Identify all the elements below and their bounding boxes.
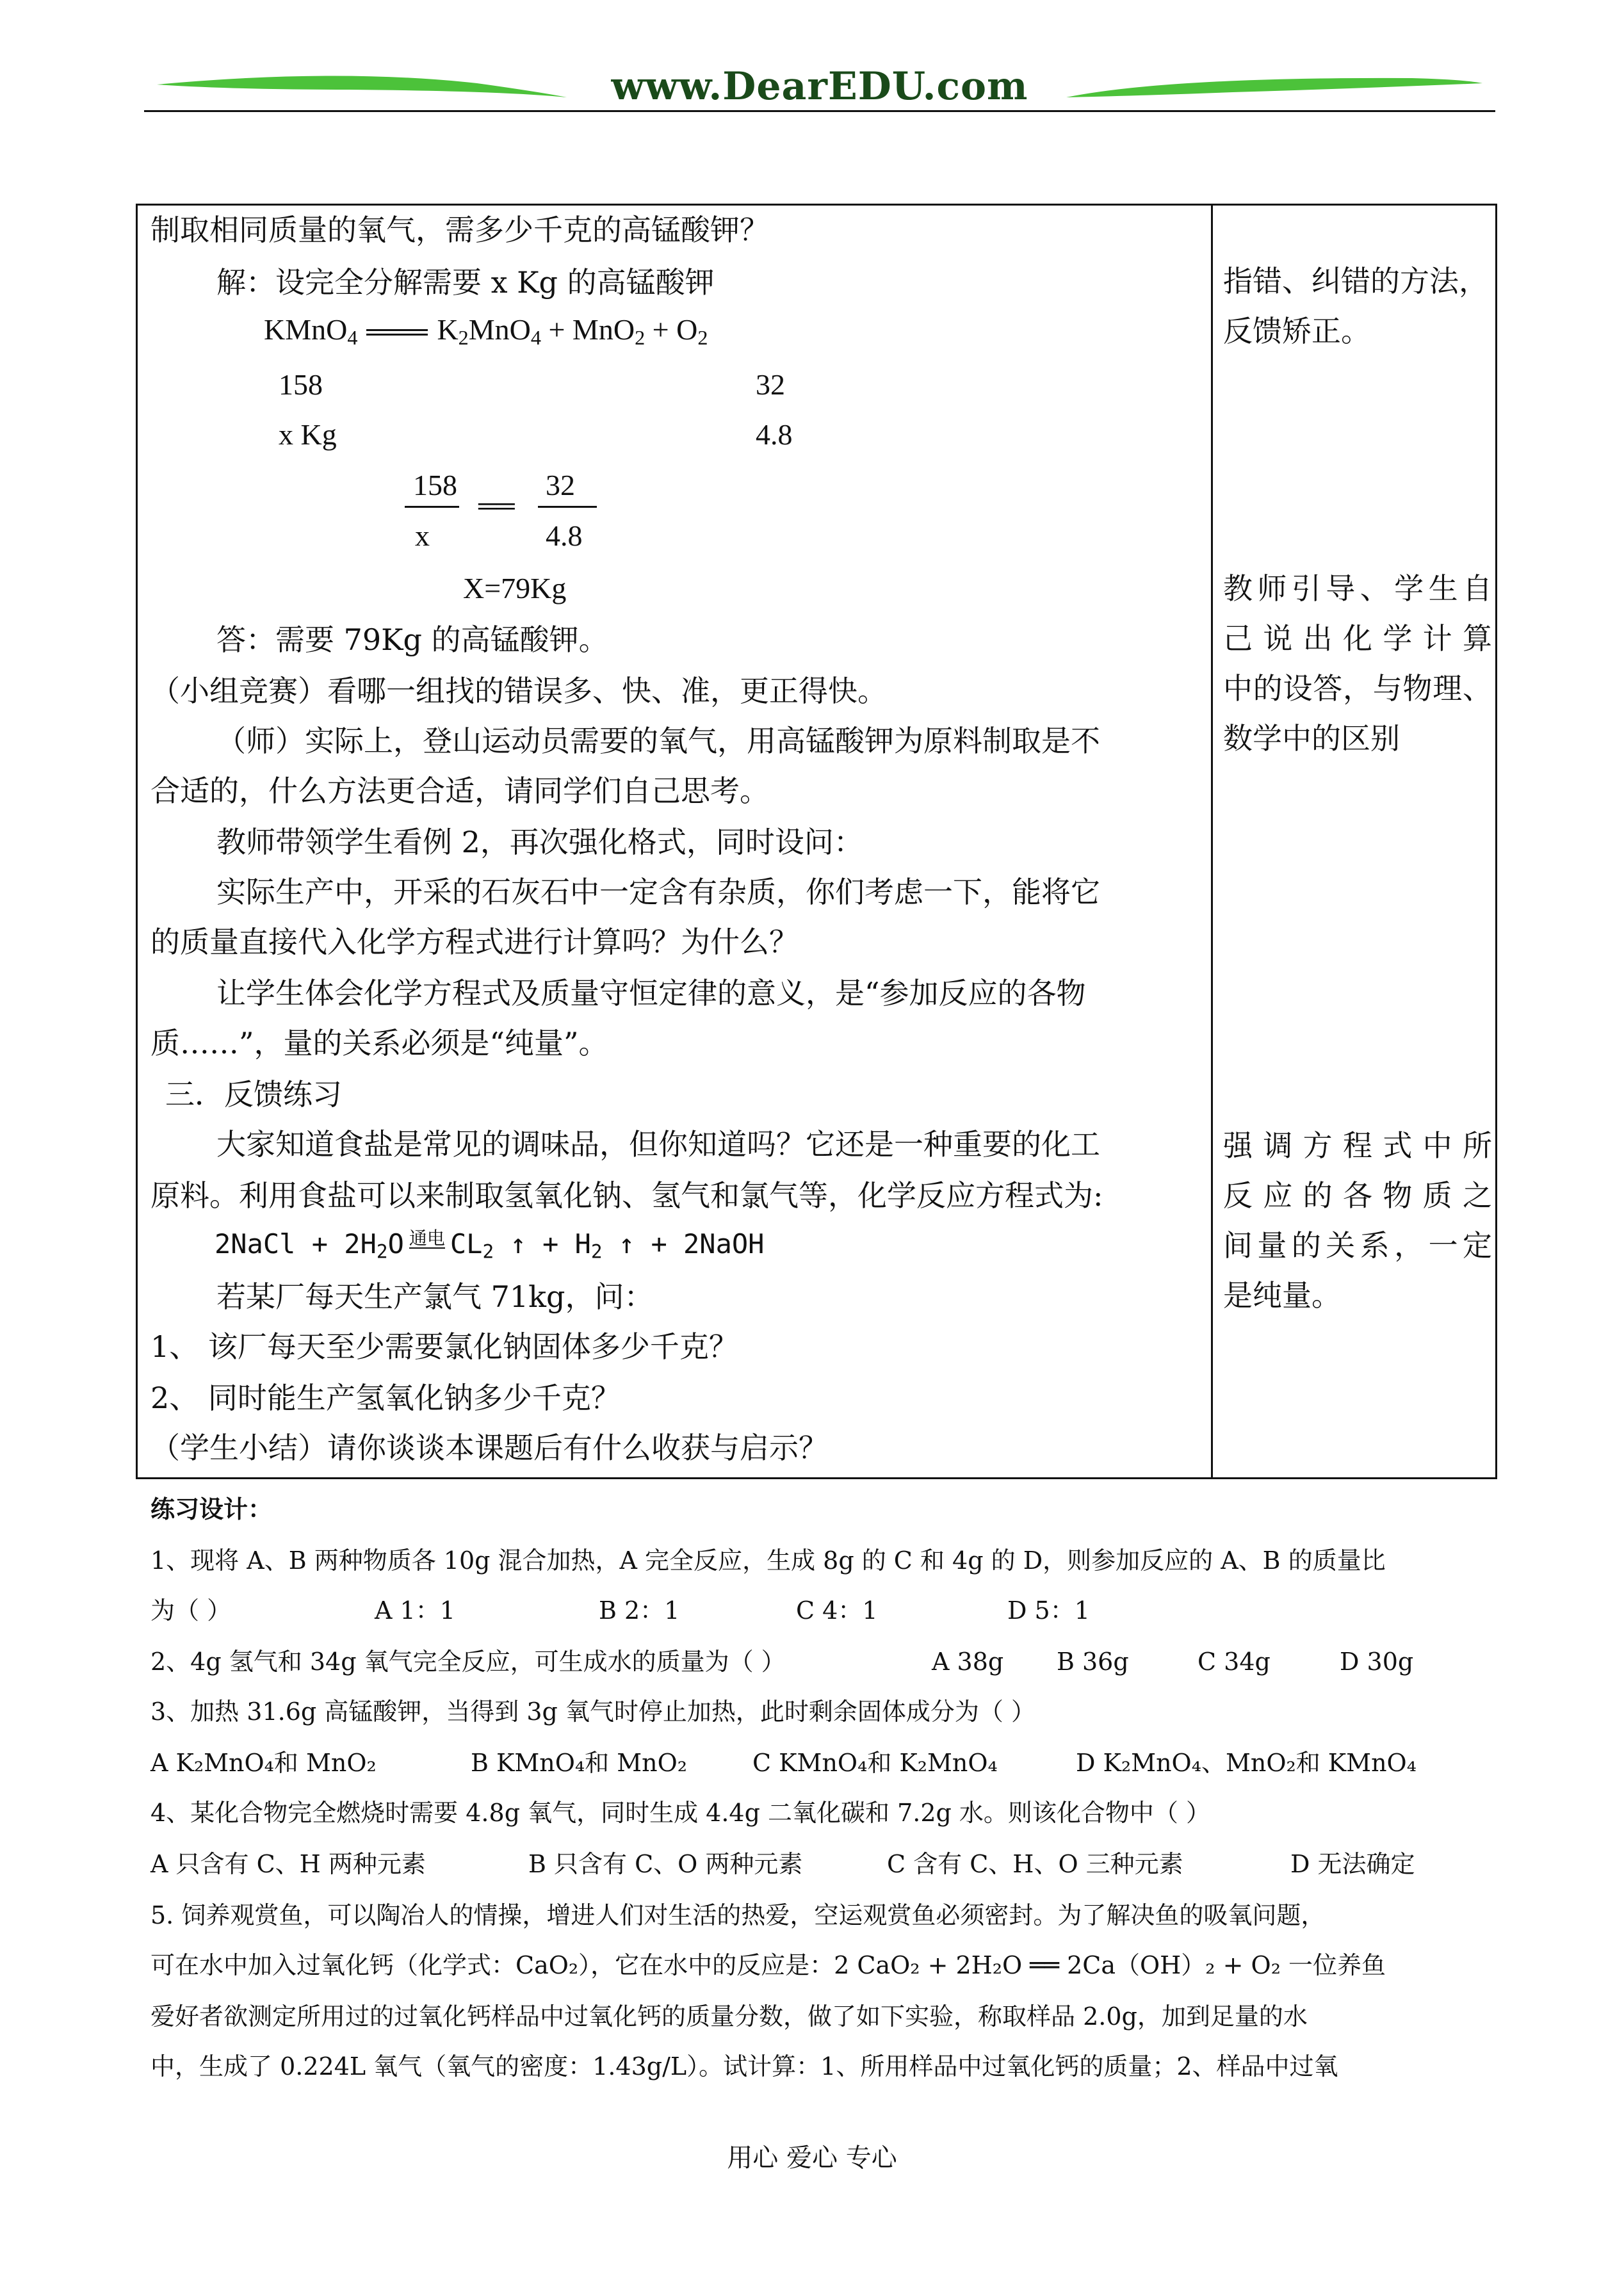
option-1a: A 1：1 bbox=[375, 1596, 455, 1625]
result-x: X=79Kg bbox=[463, 572, 567, 604]
header-banner bbox=[144, 64, 1495, 122]
option-3a: A K₂MnO₄和 MnO₂ bbox=[150, 1749, 377, 1777]
exercise-5c: 爱好者欲测定所用过的过氧化钙样品中过氧化钙的质量分数，做了如下实验，称取样品 2.0g，加到足量的水 bbox=[150, 2002, 1308, 2031]
ask-1: 1、 该厂每天至少需要氯化钠固体多少千克？ bbox=[150, 1329, 738, 1364]
page-footer: 用心 爱心 专心 bbox=[727, 2143, 897, 2173]
fraction-numerator-32: 32 bbox=[546, 469, 575, 501]
reaction-condition: 通电 bbox=[409, 1228, 445, 1249]
column-divider bbox=[1211, 206, 1213, 1477]
unknown-x-kg: x Kg bbox=[279, 418, 337, 451]
fraction-bar bbox=[405, 506, 459, 508]
option-3b: B KMnO₄和 MnO₂ bbox=[471, 1749, 688, 1777]
exercise-5b: 可在水中加入过氧化钙（化学式：CaO₂），它在水中的反应是：2 CaO₂ + 2H₂O ══ 2Ca（OH）₂ + O₂ 一位养鱼 bbox=[150, 1951, 1386, 1979]
question-line: 制取相同质量的氧气，需多少千克的高锰酸钾？ bbox=[150, 213, 769, 247]
fraction-denominator-4-8: 4.8 bbox=[546, 519, 583, 552]
equation-kmno4: KMnO$_4$ $K_2MnO_4 + MnO_2 + O_2$ bbox=[264, 313, 708, 350]
mass-4-8: 4.8 bbox=[756, 418, 793, 451]
option-2b: B 36g bbox=[1057, 1648, 1129, 1676]
right-note-1: 指错、纠错的方法， 反馈矫正。 bbox=[1223, 264, 1488, 348]
option-2c: C 34g bbox=[1198, 1648, 1271, 1676]
exercise-1b: 为（ ） bbox=[150, 1596, 232, 1625]
answer-line: 答：需要 79Kg 的高锰酸钾。 bbox=[216, 622, 608, 657]
mass-158: 158 bbox=[279, 368, 323, 401]
question-2b: 质……”，量的关系必须是“纯量”。 bbox=[150, 1026, 608, 1060]
salt-paragraph-b: 原料。利用食盐可以来制取氢氧化钠、氢气和氯气等，化学反应方程式为: bbox=[150, 1178, 1103, 1213]
student-summary: （学生小结）请你谈谈本课题后有什么收获与启示？ bbox=[150, 1431, 828, 1465]
exercise-4: 4、某化合物完全燃烧时需要 4.8g 氧气，同时生成 4.4g 二氧化碳和 7.2g 水。则该化合物中（ ） bbox=[150, 1799, 1211, 1827]
question-1a: 实际生产中，开采的石灰石中一定含有杂质，你们考虑一下，能将它 bbox=[216, 875, 1100, 909]
option-1b: B 2：1 bbox=[599, 1596, 680, 1625]
option-2a: A 38g bbox=[932, 1648, 1004, 1676]
factory-line: 若某厂每天生产氯气 71kg，问： bbox=[216, 1279, 654, 1314]
option-3d: D K₂MnO₄、MnO₂和 KMnO₄ bbox=[1076, 1749, 1417, 1777]
equal-sign-icon bbox=[366, 328, 428, 337]
fraction-equals: ══ bbox=[478, 491, 515, 520]
teacher-note-2: 教师带领学生看例 2，再次强化格式，同时设问： bbox=[216, 825, 863, 859]
option-1c: C 4：1 bbox=[796, 1596, 878, 1625]
header-rule bbox=[144, 110, 1495, 112]
exercise-1a: 1、现将 A、B 两种物质各 10g 混合加热，A 完全反应，生成 8g 的 C 和 4g 的 D，则参加反应的 A、B 的质量比 bbox=[150, 1546, 1386, 1575]
question-2a: 让学生体会化学方程式及质量守恒定律的意义，是“参加反应的各物 bbox=[216, 976, 1086, 1010]
solution-setup: 解：设完全分解需要 x Kg 的高锰酸钾 bbox=[216, 265, 715, 300]
group-competition: （小组竞赛）看哪一组找的错误多、快、准，更正得快。 bbox=[150, 674, 887, 708]
exercise-2: 2、4g 氢气和 34g 氧气完全反应，可生成水的质量为（ ） bbox=[150, 1648, 786, 1676]
option-4b: B 只含有 C、O 两种元素 bbox=[528, 1850, 803, 1878]
exercise-title: 练习设计： bbox=[150, 1495, 273, 1523]
fraction-numerator-158: 158 bbox=[413, 469, 457, 501]
exercise-5d: 中，生成了 0.224L 氧气（氧气的密度：1.43g/L）。试计算：1、所用样品中过氧化钙的质量；2、样品中过氧 bbox=[150, 2052, 1338, 2080]
mass-32: 32 bbox=[756, 368, 785, 401]
site-logo-text: www.DearEDU.com bbox=[611, 64, 1028, 109]
electrolysis-equation: 2NaCl + $2H_2O$ 通电 $CL_2$ ↑ + $H_2$ ↑ + 2NaOH bbox=[215, 1228, 765, 1263]
option-3c: C KMnO₄和 K₂MnO₄ bbox=[752, 1749, 998, 1777]
exercise-5a: 5. 饲养观赏鱼，可以陶冶人的情操，增进人们对生活的热爱，空运观赏鱼必须密封。为了解决鱼的吸氧问题， bbox=[150, 1901, 1326, 1929]
option-4d: D 无法确定 bbox=[1290, 1850, 1415, 1878]
fraction-denominator-x: x bbox=[415, 519, 430, 552]
option-1d: D 5：1 bbox=[1007, 1596, 1090, 1625]
option-4c: C 含有 C、H、O 三种元素 bbox=[887, 1850, 1183, 1878]
teacher-note-1b: 合适的，什么方法更合适，请同学们自己思考。 bbox=[150, 774, 769, 808]
salt-paragraph-a: 大家知道食盐是常见的调味品，但你知道吗？它还是一种重要的化工 bbox=[216, 1127, 1100, 1162]
section-heading-feedback: 三．反馈练习 bbox=[165, 1077, 342, 1112]
ask-2: 2、 同时能生产氢氧化钠多少千克？ bbox=[150, 1381, 621, 1415]
teacher-note-1a: （师）实际上，登山运动员需要的氧气，用高锰酸钾为原料制取是不 bbox=[216, 724, 1100, 758]
option-4a: A 只含有 C、H 两种元素 bbox=[150, 1850, 426, 1878]
right-note-2: 教师引导、学生自 己说出化学计算 中的设答，与物理、 数学中的区别 bbox=[1223, 571, 1492, 756]
option-2d: D 30g bbox=[1340, 1648, 1414, 1676]
fraction-bar bbox=[538, 506, 597, 508]
question-1b: 的质量直接代入化学方程式进行计算吗？为什么？ bbox=[150, 925, 799, 959]
right-note-3: 强调方程式中所 反应的各物质之 间量的关系，一定 是纯量。 bbox=[1223, 1128, 1492, 1313]
exercise-3: 3、加热 31.6g 高锰酸钾，当得到 3g 氧气时停止加热，此时剩余固体成分为（ ） bbox=[150, 1698, 1036, 1726]
